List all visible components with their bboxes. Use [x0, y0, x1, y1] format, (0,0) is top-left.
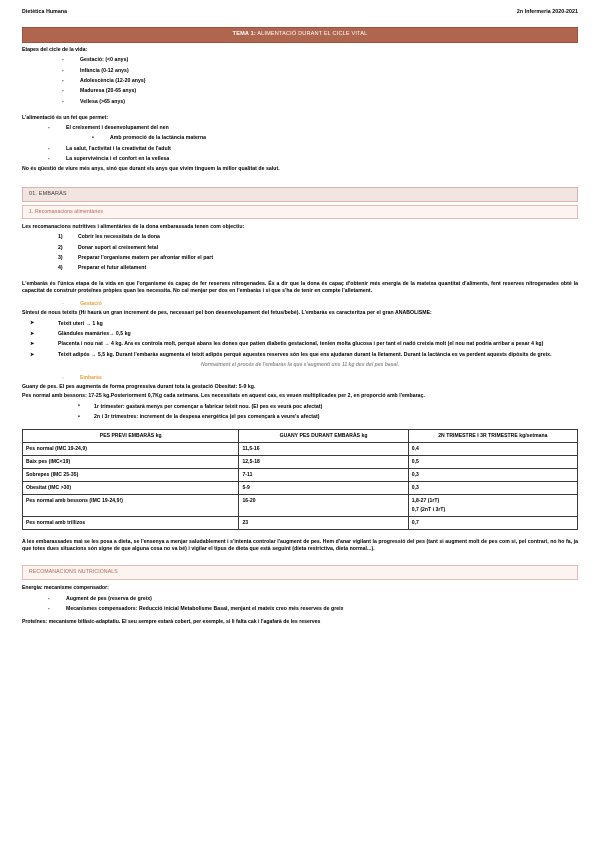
- list-item: Cobrir les necessitats de la dona: [78, 234, 160, 241]
- gestacio-note: Normalment el procés de l'embaràs fa que s'augmenti uns 11 kg des del pes basal.: [200, 362, 400, 369]
- energy-list: [22, 596, 578, 613]
- subsection-bar-recomanacions: 1. Recomanacions alimentàries: [22, 205, 578, 220]
- column-header: 2N TRIMESTRE I 3R TRIMESTRE kg/setmana: [408, 429, 577, 442]
- table-cell: 0,4: [408, 443, 577, 456]
- list-item: - Gestació: (<0 anys): [22, 57, 578, 64]
- column-header: PES PREVI EMBARÀS kg: [23, 429, 239, 442]
- table-cell: 5-9: [239, 482, 408, 495]
- list-item: - El creixement i desenvolupament del nen: [22, 125, 578, 132]
- feeding-list-cont: [22, 146, 578, 163]
- list-item: Preparar l'organisme matern per afrontar millor el part: [78, 255, 214, 262]
- table-row: [23, 495, 578, 517]
- table-cell: 0,5: [408, 456, 577, 469]
- table-cell: Sobrepes (IMC 25-35): [23, 469, 239, 482]
- list-item: - Mecanismes compensadors: Reducció inicial Metabolisme Basal, menjant el mateix creo més reserves de greix: [22, 606, 578, 613]
- weight-gain-table: [22, 429, 578, 530]
- table-cell: Pes normal (IMC 19-24,9): [23, 443, 239, 456]
- table-row: [23, 517, 578, 530]
- list-item: ➤ Teixit uteri → 1 kg: [22, 321, 578, 328]
- table-cell-line: 0,7 (2nT i 3rT): [411, 506, 446, 513]
- list-item: - Infància (0-12 anys): [22, 68, 578, 75]
- table-cell: 11,5-16: [239, 443, 408, 456]
- list-item: ➤ Glàndules mamàries→ 0,5 kg: [22, 331, 578, 338]
- table-cell: 12,5-18: [239, 456, 408, 469]
- feeding-sublist: [22, 135, 578, 142]
- table-row: [23, 469, 578, 482]
- list-item: - Maduresa (20-65 anys): [22, 88, 578, 95]
- list-item: - La salut, l'activitat i la creativitat de l'adult: [22, 146, 578, 153]
- stages-label: Etapes del cicle de la vida:: [22, 46, 88, 53]
- after-table-paragraph: A les embarassades mai se les posa a dieta, se l'ensenya a menjar saludablement i s'intenta controlar l'augment de pes. Hem d'anar vigilant la progressió del pes (tant si augment molt de pes com si, pel contrari, no ho fa, ja que totes dues situacions són signe de que alguna cosa no va bé) i vigilar el tipus de dieta que està seguint (dieta restrictiva, dieta normal...).: [22, 539, 578, 552]
- table-cell-line: 1,8-27 (1rT): [411, 497, 440, 504]
- table-cell: 0,3: [408, 482, 577, 495]
- feeding-closing: No és qüestió de viure més anys, sinó que durant els anys que vivim tinguem la millor qualitat de salut.: [22, 166, 280, 173]
- table-row: [23, 456, 578, 469]
- list-item: - Vellesa (>65 anys): [22, 99, 578, 106]
- table-cell: 16-20: [239, 495, 408, 517]
- energy-label: Energia: mecanisme compensador:: [22, 585, 109, 592]
- gestacio-intro: Síntesi de nous teixits (Hi haurà un gran increment de pes, necessari pel bon desenvolupament del fetus/bebè). L'embaràs es caracteritza per el gran ANABOLISME:: [22, 310, 432, 317]
- running-head: [22, 9, 578, 16]
- table-cell: [408, 495, 577, 517]
- list-item: - La supervivència i el confort en la vellesa: [22, 156, 578, 163]
- table-row: [23, 482, 578, 495]
- table-cell: 7-11: [239, 469, 408, 482]
- proteins-line: Proteïnes: mecanisme bifàsic-adaptatiu. El seu sempre estarà cobert, per exemple, si li falta cak i l'agafarà de les reserves: [22, 618, 321, 625]
- column-header: GUANY PES DURANT EMBARÀS kg: [239, 429, 408, 442]
- embaras-paragraph: L'embaràs és l'única etapa de la vida en que l'organisme és capaç de fer reserves nitrogenades. És a dir que la dona és capaç d'obtenir més energia de la mateixa quantitat d'aliments, fent reserves nitrogenades obté la capacitat de construir proteïnes pròpies quan les necessita. No cal menjar per dos en l'embaràs i si que s'ha de tenir en compte l'alletament.: [22, 281, 578, 295]
- heading-gestacio: - Gestació: [22, 301, 578, 308]
- list-item: ➤ Teixit adipós → 5,5 kg. Durant l'embaràs augmenta el teixit adipós perquè aquestes reserves són les que ens ajudaran durant la lletament. Durant la lactància es va perdent aquests dipòsits de greix.: [22, 352, 578, 359]
- list-item: - Adolescència (12-20 anys): [22, 78, 578, 85]
- embaras-line2: Pes normal amb bessons: 17-25 kg.Posteriorment 0,7Kg cada setmana. Les necessitats en aquest cas, es veuen multiplicades per 2, en proporció amb l'embaraç.: [22, 393, 425, 400]
- list-item: • 2n i 3r trimestres: increment de la despesa energètica (el pes començarà a veure's afectat): [22, 414, 578, 421]
- table-cell: 0,3: [408, 469, 577, 482]
- section-bar-nutricionals: RECOMANACIONS NUTRICIONALS: [22, 565, 578, 581]
- running-head-right: 2n Infermeria 2020-2021: [516, 9, 578, 15]
- tema-title-rest: ALIMENTACIÓ DURANT EL CICLE VITAL: [255, 31, 368, 38]
- tema-title-bar: [22, 27, 578, 43]
- running-head-left: Dietètica Humana: [22, 9, 68, 15]
- list-item: Donar suport al creixement fetal: [78, 244, 159, 251]
- nutricionals-body: [22, 585, 578, 625]
- objectives-list: [22, 234, 578, 272]
- list-item: • Amb promoció de la lactància materna: [22, 135, 578, 142]
- list-item: • 1r trimester: gastarà menys per començar a fabricar teixit nou. (El pes es veurà poc afectat): [22, 404, 578, 411]
- tema-title-strong: TEMA 1:: [232, 31, 256, 38]
- list-item: ➤ Placenta i nou nat → 4 kg. Ara es controla molt, perquè abans les dones que patien diabetis gestacional, tenien molta glucosa i per tant el nadó creixia molt (el nou nat podria arribar a pesar 4 kg): [22, 341, 578, 348]
- table-cell: Obesitat (IMC >30): [23, 482, 239, 495]
- embaras-line1: Guany de pes. El pes augmenta de forma progressiva durant tota la gestació Obesitat: 5-9 kg.: [22, 384, 256, 391]
- feeding-list: [22, 125, 578, 132]
- objectives-intro: Les recomanacions nutritives i alimentàries de la dona embarassada tenen com objectiu:: [22, 223, 245, 230]
- table-cell: Baix pes (IMC<19): [23, 456, 239, 469]
- table-cell: 0,7: [408, 517, 577, 530]
- table-cell: Pes normal amb bessons (IMC 19-24,9!): [23, 495, 239, 517]
- list-item: - Augment de pes (reserva de greix): [22, 596, 578, 603]
- heading-embaras: - Embaràs: [22, 375, 578, 382]
- list-item: Preparar el futur alletament: [78, 265, 147, 272]
- trimesters-list: [22, 404, 578, 421]
- stages-list: [22, 57, 578, 105]
- section-bar-embaras: 01. EMBARÀS: [22, 187, 578, 202]
- gestacio-bullets: [22, 321, 578, 359]
- table-row: [23, 443, 578, 456]
- table-cell: 23: [239, 517, 408, 530]
- table-header-row: [23, 429, 578, 442]
- feeding-label: L'alimentació és un fet que permet:: [22, 114, 109, 121]
- table-cell: Pes normal amb trillizos: [23, 517, 239, 530]
